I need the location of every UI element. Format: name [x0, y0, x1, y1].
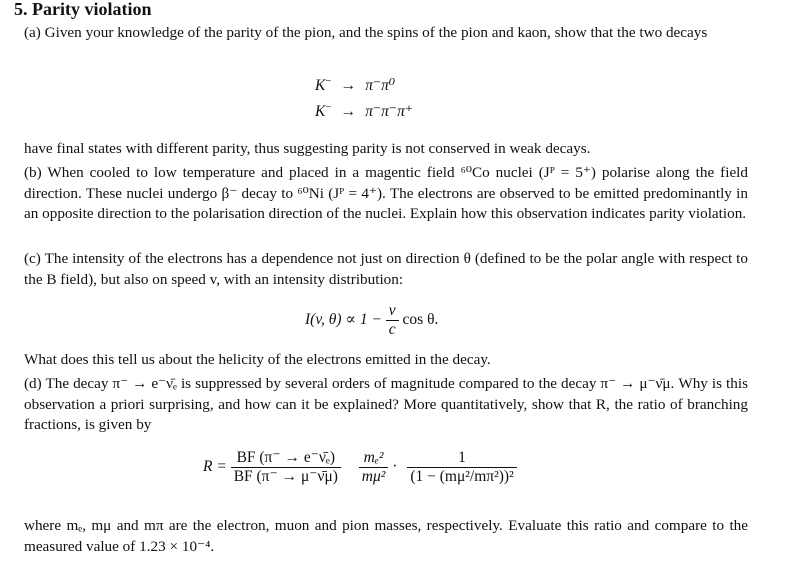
decay2-lhs: K [315, 103, 326, 120]
part-a-outro: have final states with different parity, thus suggesting parity is not conserved in weak decays. [24, 140, 591, 157]
decay2-rhs: π⁻π⁻π⁺ [365, 103, 414, 120]
arrow-icon: → [340, 103, 357, 120]
intensity-lhs: I(v, θ) ∝ 1 − [305, 311, 382, 329]
ratio-lhs: R = [203, 458, 227, 476]
correction-numerator: 1 [407, 449, 516, 468]
intensity-denominator: c [388, 321, 396, 338]
decay1-lhs: K [315, 77, 326, 94]
correction-denominator: (1 − (mμ²/mπ²))² [410, 468, 514, 485]
decay1-rhs: π⁻π⁰ [365, 77, 396, 94]
mass-numerator: mₑ² [359, 449, 389, 468]
branching-fraction [231, 449, 341, 486]
intensity-numerator: v [386, 302, 399, 321]
part-c-text: (c) The intensity of the electrons has a dependence not just on direction θ (defined to be the polar angle with respect to the B field), but also on speed v, with an intensity distribution: [24, 250, 748, 288]
part-b-text: (b) When cooled to low temperature and placed in a magentic field ⁶⁰Co nuclei (Jᴾ = 5⁺) polarise along the field direction. These nuclei undergo β⁻ decay to ⁶⁰Ni (Jᴾ = 4⁺). The electrons are observed to be emitted predominantly in an opposite direction to the polarisation direction of the nuclei. Explain how this observation indicates parity violation. [24, 164, 748, 222]
ratio-denominator: BF (π⁻ → μ⁻ν̄μ) [233, 468, 338, 485]
dot-operator: · [392, 458, 398, 476]
correction-fraction [407, 449, 516, 486]
conclusion-text: where mₑ, mμ and mπ are the electron, muon and pion masses, respectively. Evaluate this ratio and compare to the measured value of 1.23 × 10⁻⁴. [24, 517, 748, 555]
decay-equation-1: K− → π⁻π⁰ [315, 74, 396, 94]
mass-fraction [359, 449, 389, 486]
ratio-equation [203, 449, 517, 486]
decay-equation-2: K− → π⁻π⁻π⁺ [315, 100, 414, 120]
intensity-fraction [386, 302, 399, 339]
mass-denominator: mμ² [361, 468, 386, 485]
intensity-equation [305, 302, 438, 339]
part-d-text: (d) The decay π⁻ → e⁻ν̄ₑ is suppressed by several orders of magnitude compared to the decay π⁻ → μ⁻ν̄μ. Why is this observation a priori surprising, and how can it be explained? More quantitatively, show that R, the ratio of branching fractions, is given by [24, 375, 748, 433]
section-heading: 5. Parity violation [14, 0, 152, 19]
ratio-numerator: BF (π⁻ → e⁻ν̄ₑ) [231, 449, 341, 468]
arrow-icon: → [340, 77, 357, 94]
part-a-intro: (a) Given your knowledge of the parity of the pion, and the spins of the pion and kaon, show that the two decays [24, 24, 708, 41]
intensity-rhs: cos θ. [402, 311, 439, 329]
part-c-question: What does this tell us about the helicity of the electrons emitted in the decay. [24, 351, 491, 368]
